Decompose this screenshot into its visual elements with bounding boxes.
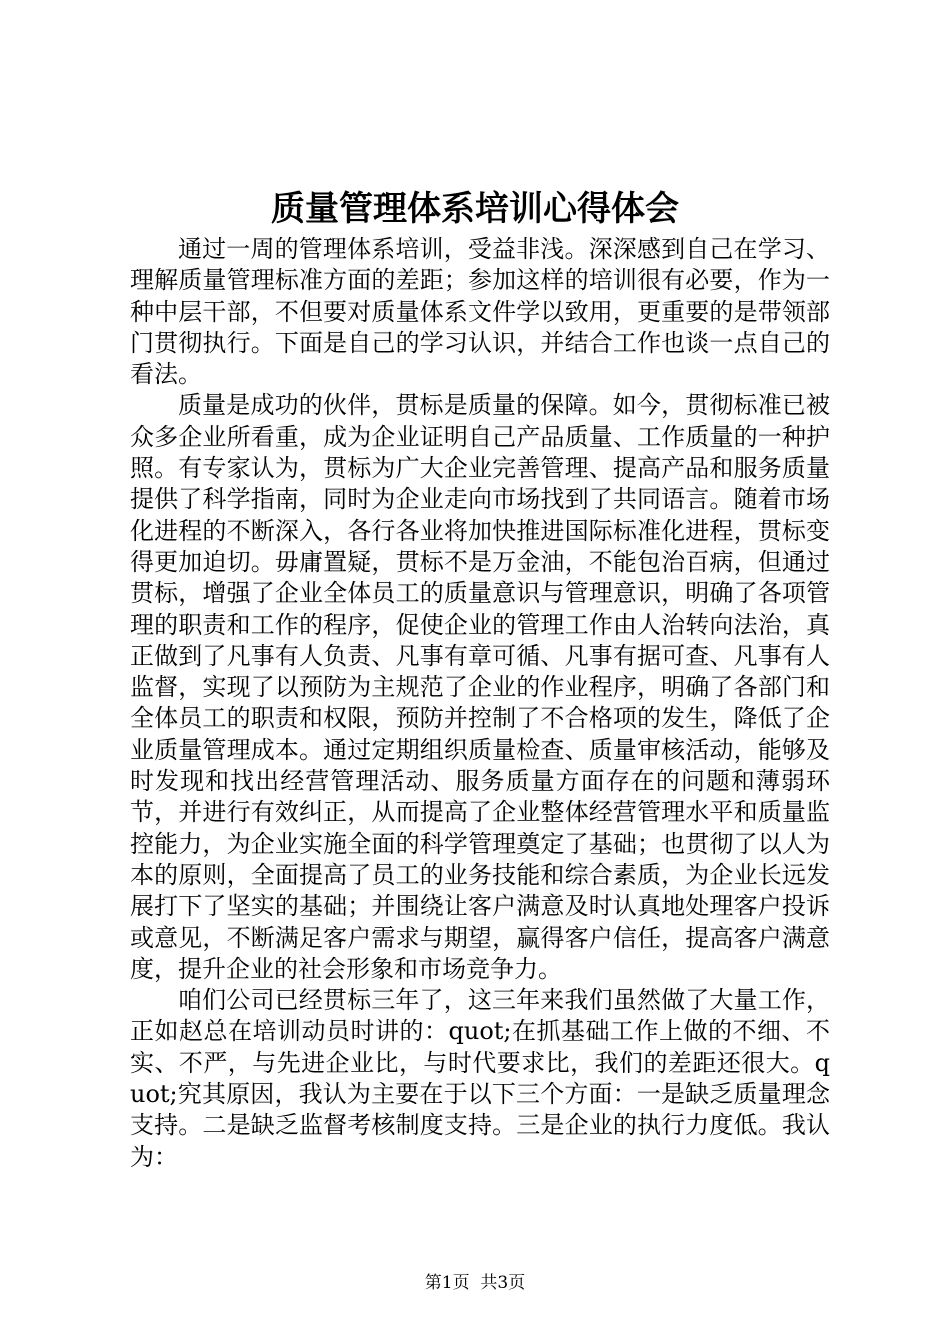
page-footer (0, 1271, 950, 1295)
paragraph-3: 咱们公司已经贯标三年了，这三年来我们虽然做了大量工作，正如赵总在培训动员时讲的：quot;在抓基础工作上做的不细、不实、不严，与先进企业比，与时代要求比，我们的差距还很大。quot;究其原因，我认为主要在于以下三个方面：一是缺乏质量理念支持。二是缺乏监督考核制度支持。三是企业的执行力度低。我认为： (130, 986, 830, 1171)
paragraph-2: 质量是成功的伙伴，贯标是质量的保障。如今，贯彻标准已被众多企业所看重，成为企业证明自己产品质量、工作质量的一种护照。有专家认为，贯标为广大企业完善管理、提高产品和服务质量提供了科学指南，同时为企业走向市场找到了共同语言。随着市场化进程的不断深入，各行各业将加快推进国际标准化进程，贯标变得更加迫切。毋庸置疑，贯标不是万金油，不能包治百病，但通过贯标，增强了企业全体员工的质量意识与管理意识，明确了各项管理的职责和工作的程序，促使企业的管理工作由人治转向法治，真正做到了凡事有人负责、凡事有章可循、凡事有据可查、凡事有人监督，实现了以预防为主规范了企业的作业程序，明确了各部门和全体员工的职责和权限，预防并控制了不合格项的发生，降低了企业质量管理成本。通过定期组织质量检查、质量审核活动，能够及时发现和找出经营管理活动、服务质量方面存在的问题和薄弱环节，并进行有效纠正，从而提高了企业整体经营管理水平和质量监控能力，为企业实施全面的科学管理奠定了基础；也贯彻了以人为本的原则，全面提高了员工的业务技能和综合素质，为企业长远发展打下了坚实的基础；并围绕让客户满意及时认真地处理客户投诉或意见，不断满足客户需求与期望，赢得客户信任，提高客户满意度，提升企业的社会形象和市场竞争力。 (130, 391, 830, 983)
page-number: 第1页 (424, 1273, 470, 1293)
document-body (130, 234, 830, 1173)
page-total: 共3页 (480, 1273, 526, 1293)
document-title: 质量管理体系培训心得体会 (271, 189, 679, 229)
paragraph-1: 通过一周的管理体系培训，受益非浅。深深感到自己在学习、理解质量管理标准方面的差距；参加这样的培训很有必要，作为一种中层干部，不但要对质量体系文件学以致用，更重要的是带领部门贯彻执行。下面是自己的学习认识，并结合工作也谈一点自己的看法。 (130, 235, 830, 389)
